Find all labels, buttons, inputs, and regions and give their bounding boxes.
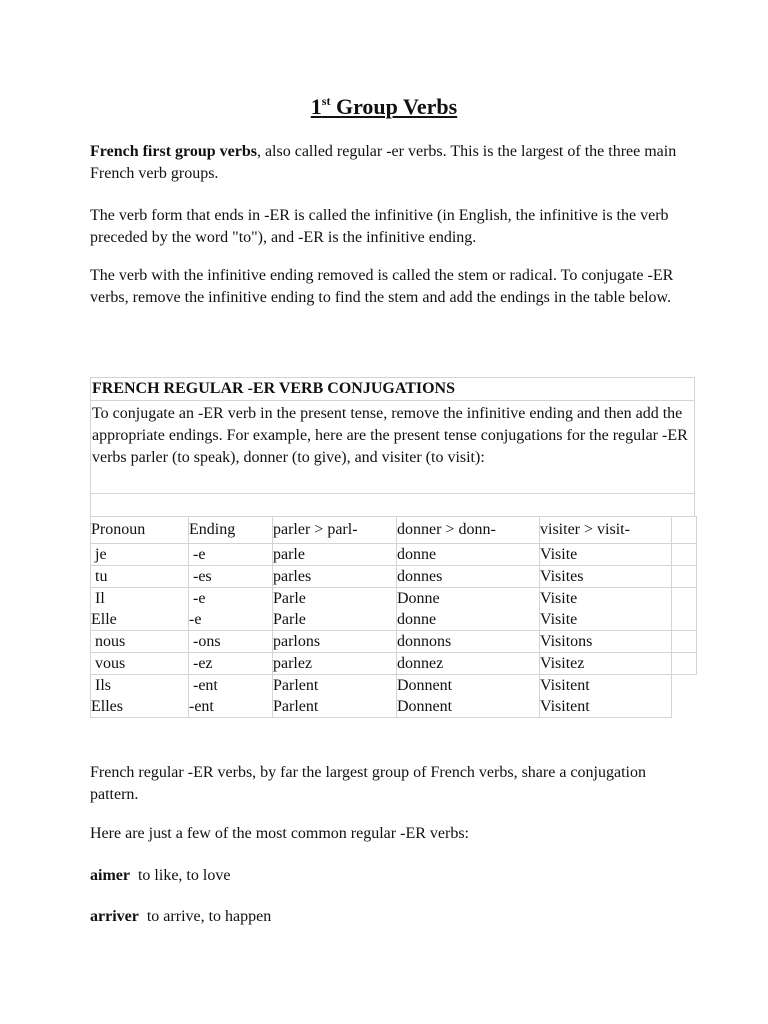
- column-header: Ending: [189, 517, 273, 544]
- ending-cell: -e: [189, 544, 273, 566]
- parler-cell: parlons: [273, 631, 397, 653]
- table-extra-cell: [672, 566, 697, 588]
- parler-cell: parlez: [273, 653, 397, 675]
- title-text: Group Verbs: [330, 94, 458, 119]
- parler-elle: Parle: [273, 611, 306, 628]
- donner-cell: donnons: [397, 631, 540, 653]
- pronoun-cell: tu: [91, 566, 189, 588]
- ending-il: -e: [193, 590, 206, 607]
- donner-ils: Donnent: [397, 677, 453, 694]
- pronoun-cell: [91, 588, 189, 631]
- table-empty-row: [90, 493, 695, 516]
- donner-cell: [397, 675, 540, 718]
- ending-elles: -ent: [189, 698, 214, 715]
- intro-bold-lead: French first group verbs: [90, 143, 257, 160]
- table-row: [91, 566, 697, 588]
- visiter-cell: Visitons: [540, 631, 672, 653]
- pronoun-cell: je: [91, 544, 189, 566]
- table-heading: FRENCH REGULAR -ER VERB CONJUGATIONS: [90, 377, 695, 400]
- parler-cell: [273, 675, 397, 718]
- column-header: donner > donn-: [397, 517, 540, 544]
- table-row: [91, 588, 697, 631]
- table-extra-cell: [672, 675, 697, 718]
- table-extra-cell: [672, 653, 697, 675]
- table-extra-cell: [672, 544, 697, 566]
- intro-rest: , also called regular -er verbs. This is the largest of the three main French verb groups.: [90, 143, 677, 182]
- ending-cell: [189, 675, 273, 718]
- ending-cell: [189, 588, 273, 631]
- vocab-verb: arriver: [90, 908, 139, 925]
- title-suffix: st: [321, 94, 331, 108]
- title-number: 1: [310, 94, 322, 119]
- conjugation-grid: [90, 516, 697, 718]
- vocab-meaning: to like, to love: [137, 867, 231, 884]
- donner-cell: donne: [397, 544, 540, 566]
- vocab-item: [90, 906, 271, 928]
- vocab-meaning: to arrive, to happen: [146, 908, 272, 925]
- table-header-row: [91, 517, 697, 544]
- visiter-il: Visite: [540, 590, 578, 607]
- stem-paragraph: The verb with the infinitive ending removed is called the stem or radical. To conjugate -ER verbs, remove the infinitive ending to find the stem and add the endings in the table below.: [90, 267, 674, 306]
- table-row: [91, 631, 697, 653]
- column-header: parler > parl-: [273, 517, 397, 544]
- visiter-cell: Visites: [540, 566, 672, 588]
- visiter-cell: Visitez: [540, 653, 672, 675]
- parler-cell: [273, 588, 397, 631]
- column-header: Pronoun: [91, 517, 189, 544]
- ending-cell: -es: [189, 566, 273, 588]
- donner-il: Donne: [397, 590, 440, 607]
- table-row: [91, 544, 697, 566]
- ending-cell: -ons: [189, 631, 273, 653]
- parler-cell: parles: [273, 566, 397, 588]
- intro-paragraph: [90, 141, 680, 185]
- parler-cell: parle: [273, 544, 397, 566]
- donner-cell: donnez: [397, 653, 540, 675]
- parler-il: Parle: [273, 590, 306, 607]
- donner-elle: donne: [397, 611, 437, 628]
- visiter-ils: Visitent: [540, 677, 590, 694]
- pattern-paragraph: French regular -ER verbs, by far the largest group of French verbs, share a conjugation pattern.: [90, 764, 646, 803]
- table-description: To conjugate an -ER verb in the present tense, remove the infinitive ending and then add the appropriate endings. For example, here are the present tense conjugations for the regular -ER verbs parler (to speak), donner (to give), and visiter (to visit):: [90, 400, 695, 493]
- donner-cell: [397, 588, 540, 631]
- column-header: visiter > visit-: [540, 517, 672, 544]
- donner-elles: Donnent: [397, 698, 453, 715]
- ending-cell: -ez: [189, 653, 273, 675]
- visiter-cell: [540, 588, 672, 631]
- table-extra-cell: [672, 631, 697, 653]
- visiter-elles: Visitent: [540, 698, 590, 715]
- table-extra-cell: [672, 517, 697, 544]
- pronoun-cell: nous: [91, 631, 189, 653]
- common-verbs-intro: Here are just a few of the most common regular -ER verbs:: [90, 825, 469, 842]
- pronoun-elles: Elles: [91, 698, 123, 715]
- visiter-cell: Visite: [540, 544, 672, 566]
- parler-ils: Parlent: [273, 677, 319, 694]
- pronoun-cell: [91, 675, 189, 718]
- page-title: [90, 94, 678, 120]
- visiter-elle: Visite: [540, 611, 578, 628]
- table-row: [91, 675, 697, 718]
- vocab-item: [90, 865, 230, 887]
- table-row: [91, 653, 697, 675]
- parler-elles: Parlent: [273, 698, 319, 715]
- conjugation-table: [90, 377, 695, 718]
- ending-elle: -e: [189, 611, 202, 628]
- pronoun-elle: Elle: [91, 611, 117, 628]
- vocab-verb: aimer: [90, 867, 130, 884]
- infinitive-paragraph: The verb form that ends in -ER is called the infinitive (in English, the infinitive is the verb preceded by the word "to"), and -ER is the infinitive ending.: [90, 207, 669, 246]
- table-extra-cell: [672, 588, 697, 631]
- ending-ils: -ent: [193, 677, 218, 694]
- donner-cell: donnes: [397, 566, 540, 588]
- pronoun-cell: vous: [91, 653, 189, 675]
- pronoun-ils: Ils: [95, 677, 111, 694]
- pronoun-il: Il: [95, 590, 105, 607]
- visiter-cell: [540, 675, 672, 718]
